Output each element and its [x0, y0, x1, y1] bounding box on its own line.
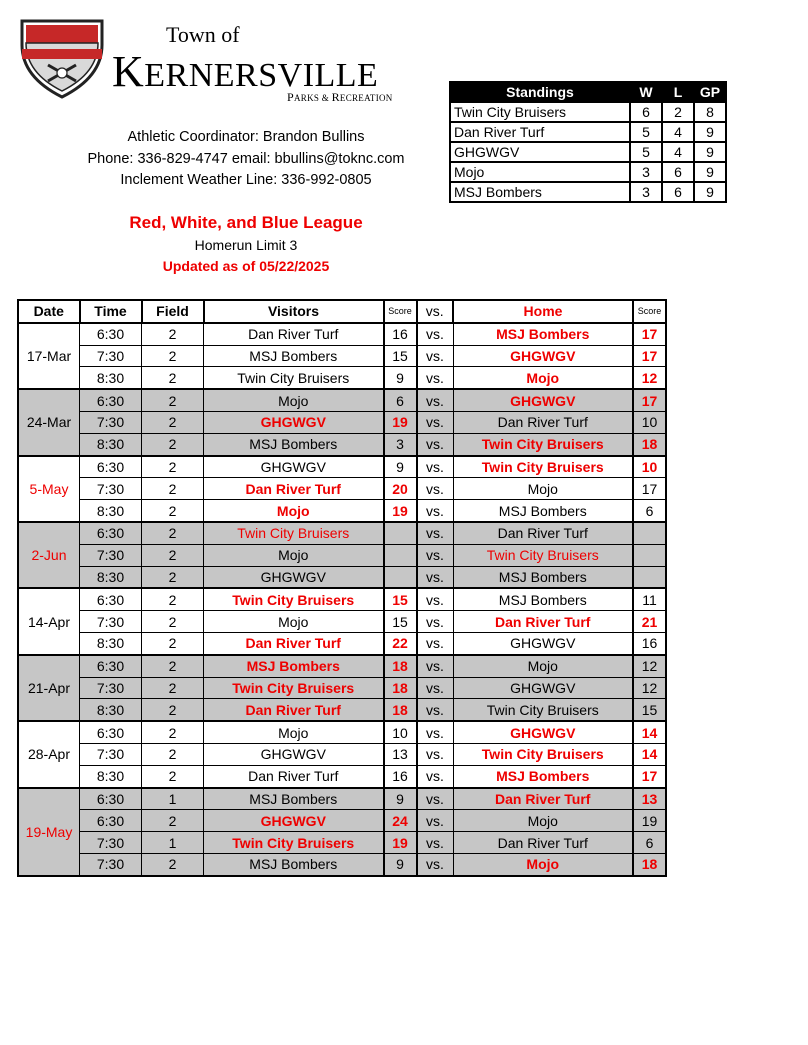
vs-label: vs. — [417, 743, 454, 765]
visiting-team: Mojo — [204, 500, 384, 522]
home-score: 18 — [633, 433, 666, 455]
game-time: 7:30 — [80, 478, 142, 500]
standings-wins: 3 — [630, 162, 662, 182]
home-team: Twin City Bruisers — [453, 699, 633, 721]
vs-label: vs. — [417, 522, 454, 544]
home-score: 19 — [633, 810, 666, 832]
game-date: 19-May — [18, 788, 80, 876]
game-field: 2 — [142, 433, 204, 455]
visitor-score: 16 — [384, 323, 417, 345]
visiting-team: MSJ Bombers — [204, 433, 384, 455]
home-score — [633, 544, 666, 566]
standings-row — [450, 162, 726, 182]
game-row — [18, 765, 666, 787]
vs-label: vs. — [417, 478, 454, 500]
visitor-score — [384, 522, 417, 544]
visiting-team: MSJ Bombers — [204, 345, 384, 367]
standings-losses: 6 — [662, 182, 694, 202]
league-title: Red, White, and Blue League — [129, 213, 363, 232]
visitor-score: 18 — [384, 699, 417, 721]
standings-header: Standings — [450, 82, 630, 102]
home-team: Mojo — [453, 853, 633, 875]
visiting-team: Mojo — [204, 611, 384, 633]
game-field: 1 — [142, 832, 204, 854]
standings-team: GHGWGV — [450, 142, 630, 162]
game-date: 21-Apr — [18, 655, 80, 721]
vs-label: vs. — [417, 677, 454, 699]
game-date: 17-Mar — [18, 323, 80, 389]
game-date: 5-May — [18, 456, 80, 522]
home-team: MSJ Bombers — [453, 765, 633, 787]
game-field: 2 — [142, 389, 204, 411]
coordinator-line: Athletic Coordinator: Brandon Bullins — [127, 129, 365, 145]
standings-wins: 6 — [630, 102, 662, 122]
dept-arks: ARKS & — [293, 93, 332, 103]
game-time: 6:30 — [80, 389, 142, 411]
game-field: 2 — [142, 478, 204, 500]
homerun-limit: Homerun Limit 3 — [194, 237, 298, 253]
game-time: 8:30 — [80, 433, 142, 455]
game-field: 2 — [142, 588, 204, 610]
visiting-team: GHGWGV — [204, 566, 384, 588]
department-name — [287, 90, 393, 105]
vs-label: vs. — [417, 323, 454, 345]
schedule-header-row — [18, 300, 666, 323]
game-row — [18, 788, 666, 810]
game-date: 2-Jun — [18, 522, 80, 588]
home-team: MSJ Bombers — [453, 323, 633, 345]
game-field: 2 — [142, 566, 204, 588]
standings-losses: 4 — [662, 142, 694, 162]
game-time: 8:30 — [80, 699, 142, 721]
game-row — [18, 478, 666, 500]
game-field: 2 — [142, 367, 204, 389]
home-score: 14 — [633, 721, 666, 743]
home-team: Mojo — [453, 367, 633, 389]
schedule-table — [17, 299, 667, 877]
standings-gp: 9 — [694, 142, 726, 162]
visitor-score: 19 — [384, 500, 417, 522]
game-row — [18, 566, 666, 588]
home-team: Mojo — [453, 655, 633, 677]
standings-losses: 6 — [662, 162, 694, 182]
game-field: 2 — [142, 522, 204, 544]
vs-label: vs. — [417, 433, 454, 455]
game-field: 2 — [142, 411, 204, 433]
home-score: 14 — [633, 743, 666, 765]
standings-gp: 8 — [694, 102, 726, 122]
home-score: 12 — [633, 367, 666, 389]
standings-row — [450, 142, 726, 162]
vs-label: vs. — [417, 810, 454, 832]
game-row — [18, 323, 666, 345]
visiting-team: MSJ Bombers — [204, 853, 384, 875]
game-field: 2 — [142, 743, 204, 765]
home-team: MSJ Bombers — [453, 588, 633, 610]
game-field: 2 — [142, 345, 204, 367]
home-header: Home — [453, 300, 633, 323]
visiting-team: Mojo — [204, 721, 384, 743]
visitor-score — [384, 566, 417, 588]
game-time: 6:30 — [80, 810, 142, 832]
vs-label: vs. — [417, 765, 454, 787]
home-team: Twin City Bruisers — [453, 433, 633, 455]
visitor-score: 16 — [384, 765, 417, 787]
home-team: GHGWGV — [453, 632, 633, 654]
dept-ecreation: ECREATION — [339, 93, 393, 103]
game-time: 7:30 — [80, 743, 142, 765]
game-field: 2 — [142, 721, 204, 743]
game-time: 6:30 — [80, 788, 142, 810]
home-score: 17 — [633, 765, 666, 787]
home-team: Mojo — [453, 810, 633, 832]
home-team: MSJ Bombers — [453, 566, 633, 588]
dept-p: P — [287, 90, 294, 104]
visiting-team: Dan River Turf — [204, 478, 384, 500]
standings-losses: 2 — [662, 102, 694, 122]
visiting-team: Twin City Bruisers — [204, 522, 384, 544]
vs-label: vs. — [417, 456, 454, 478]
game-row — [18, 743, 666, 765]
time-header: Time — [80, 300, 142, 323]
game-field: 2 — [142, 677, 204, 699]
vs-label: vs. — [417, 588, 454, 610]
game-field: 2 — [142, 699, 204, 721]
vs-label: vs. — [417, 611, 454, 633]
game-time: 6:30 — [80, 721, 142, 743]
visiting-team: Twin City Bruisers — [204, 677, 384, 699]
visiting-team: GHGWGV — [204, 810, 384, 832]
standings-gp: 9 — [694, 162, 726, 182]
dept-r: R — [331, 90, 340, 104]
town-of-label: Town of — [166, 22, 240, 47]
home-team: Dan River Turf — [453, 611, 633, 633]
visiting-team: Twin City Bruisers — [204, 832, 384, 854]
standings-header-row — [450, 82, 726, 102]
game-row — [18, 677, 666, 699]
kernersville-logo — [18, 15, 106, 101]
game-row — [18, 500, 666, 522]
standings-wins: 5 — [630, 142, 662, 162]
home-score: 12 — [633, 677, 666, 699]
vs-header: vs. — [417, 300, 454, 323]
game-time: 8:30 — [80, 367, 142, 389]
game-row — [18, 810, 666, 832]
standings-row — [450, 182, 726, 202]
visitor-score: 19 — [384, 411, 417, 433]
game-field: 2 — [142, 632, 204, 654]
game-time: 6:30 — [80, 323, 142, 345]
standings-team: Dan River Turf — [450, 122, 630, 142]
home-score: 17 — [633, 323, 666, 345]
home-score: 10 — [633, 411, 666, 433]
standings-wins: 5 — [630, 122, 662, 142]
visitor-score: 13 — [384, 743, 417, 765]
visiting-team: Dan River Turf — [204, 765, 384, 787]
game-time: 6:30 — [80, 655, 142, 677]
home-score: 12 — [633, 655, 666, 677]
field-header: Field — [142, 300, 204, 323]
vs-label: vs. — [417, 367, 454, 389]
visitor-score: 24 — [384, 810, 417, 832]
visitor-score: 3 — [384, 433, 417, 455]
updated-date: Updated as of 05/22/2025 — [162, 258, 330, 274]
game-field: 2 — [142, 765, 204, 787]
standings-gp: 9 — [694, 122, 726, 142]
standings-gp: 9 — [694, 182, 726, 202]
home-score: 16 — [633, 632, 666, 654]
game-field: 2 — [142, 500, 204, 522]
game-field: 2 — [142, 544, 204, 566]
vs-label: vs. — [417, 389, 454, 411]
date-header: Date — [18, 300, 80, 323]
weather-line: Inclement Weather Line: 336-992-0805 — [120, 172, 372, 188]
game-row — [18, 367, 666, 389]
standings-row — [450, 122, 726, 142]
game-time: 8:30 — [80, 500, 142, 522]
game-time: 7:30 — [80, 611, 142, 633]
game-time: 7:30 — [80, 345, 142, 367]
vs-label: vs. — [417, 853, 454, 875]
game-time: 7:30 — [80, 411, 142, 433]
visitor-score-header: Score — [384, 300, 417, 323]
vs-label: vs. — [417, 655, 454, 677]
game-row — [18, 588, 666, 610]
standings-losses: 4 — [662, 122, 694, 142]
visiting-team: Mojo — [204, 389, 384, 411]
game-row — [18, 544, 666, 566]
game-field: 2 — [142, 323, 204, 345]
game-time: 6:30 — [80, 522, 142, 544]
visitor-score: 22 — [384, 632, 417, 654]
visitor-score: 20 — [384, 478, 417, 500]
visiting-team: GHGWGV — [204, 456, 384, 478]
visiting-team: Twin City Bruisers — [204, 588, 384, 610]
home-score: 11 — [633, 588, 666, 610]
visiting-team: Twin City Bruisers — [204, 367, 384, 389]
standings-table — [449, 81, 727, 203]
visiting-team: MSJ Bombers — [204, 655, 384, 677]
town-name-initial: K — [112, 47, 145, 96]
game-row — [18, 611, 666, 633]
visitor-score: 18 — [384, 677, 417, 699]
home-team: Dan River Turf — [453, 788, 633, 810]
game-field: 1 — [142, 788, 204, 810]
game-time: 7:30 — [80, 853, 142, 875]
game-time: 7:30 — [80, 677, 142, 699]
home-score: 21 — [633, 611, 666, 633]
home-score-header: Score — [633, 300, 666, 323]
game-row — [18, 433, 666, 455]
game-row — [18, 832, 666, 854]
visiting-team: Dan River Turf — [204, 632, 384, 654]
game-field: 2 — [142, 456, 204, 478]
visitor-score: 10 — [384, 721, 417, 743]
visiting-team: GHGWGV — [204, 411, 384, 433]
game-field: 2 — [142, 810, 204, 832]
home-team: Twin City Bruisers — [453, 456, 633, 478]
visitor-score: 9 — [384, 367, 417, 389]
visitor-score: 9 — [384, 456, 417, 478]
vs-label: vs. — [417, 721, 454, 743]
home-score: 10 — [633, 456, 666, 478]
game-date: 14-Apr — [18, 588, 80, 654]
home-score: 17 — [633, 389, 666, 411]
home-score: 18 — [633, 853, 666, 875]
home-team: Dan River Turf — [453, 832, 633, 854]
home-score: 6 — [633, 832, 666, 854]
visiting-team: MSJ Bombers — [204, 788, 384, 810]
game-row — [18, 389, 666, 411]
game-time: 6:30 — [80, 456, 142, 478]
visitor-score: 15 — [384, 345, 417, 367]
standings-row — [450, 102, 726, 122]
game-time: 6:30 — [80, 588, 142, 610]
home-team: Twin City Bruisers — [453, 544, 633, 566]
game-time: 8:30 — [80, 566, 142, 588]
standings-team: Mojo — [450, 162, 630, 182]
game-row — [18, 522, 666, 544]
game-field: 2 — [142, 853, 204, 875]
home-score: 13 — [633, 788, 666, 810]
games-played-header: GP — [694, 82, 726, 102]
visiting-team: Dan River Turf — [204, 323, 384, 345]
game-time: 8:30 — [80, 765, 142, 787]
visitor-score: 19 — [384, 832, 417, 854]
home-team: Mojo — [453, 478, 633, 500]
visitor-score: 6 — [384, 389, 417, 411]
visitor-score: 18 — [384, 655, 417, 677]
vs-label: vs. — [417, 500, 454, 522]
home-team: GHGWGV — [453, 389, 633, 411]
game-time: 8:30 — [80, 632, 142, 654]
game-row — [18, 699, 666, 721]
home-score — [633, 522, 666, 544]
home-team: MSJ Bombers — [453, 500, 633, 522]
home-team: Dan River Turf — [453, 411, 633, 433]
game-row — [18, 853, 666, 875]
vs-label: vs. — [417, 788, 454, 810]
game-row — [18, 456, 666, 478]
visiting-team: Dan River Turf — [204, 699, 384, 721]
visiting-team: GHGWGV — [204, 743, 384, 765]
home-score: 6 — [633, 500, 666, 522]
losses-header: L — [662, 82, 694, 102]
game-date: 24-Mar — [18, 389, 80, 455]
game-row — [18, 721, 666, 743]
vs-label: vs. — [417, 544, 454, 566]
home-score: 17 — [633, 478, 666, 500]
game-row — [18, 411, 666, 433]
visitor-score: 9 — [384, 788, 417, 810]
game-row — [18, 655, 666, 677]
standings-wins: 3 — [630, 182, 662, 202]
home-team: Dan River Turf — [453, 522, 633, 544]
vs-label: vs. — [417, 699, 454, 721]
home-score: 15 — [633, 699, 666, 721]
standings-team: MSJ Bombers — [450, 182, 630, 202]
visitor-score — [384, 544, 417, 566]
home-score — [633, 566, 666, 588]
vs-label: vs. — [417, 345, 454, 367]
phone-email-line: Phone: 336-829-4747 email: bbullins@toknc.com — [87, 151, 405, 167]
game-row — [18, 345, 666, 367]
vs-label: vs. — [417, 632, 454, 654]
vs-label: vs. — [417, 832, 454, 854]
visitor-score: 15 — [384, 588, 417, 610]
game-field: 2 — [142, 611, 204, 633]
town-name-rest: ERNERSVILLE — [144, 57, 379, 94]
game-time: 7:30 — [80, 544, 142, 566]
visiting-team: Mojo — [204, 544, 384, 566]
visitor-score: 9 — [384, 853, 417, 875]
visitor-score: 15 — [384, 611, 417, 633]
game-time: 7:30 — [80, 832, 142, 854]
vs-label: vs. — [417, 566, 454, 588]
home-team: GHGWGV — [453, 677, 633, 699]
visitors-header: Visitors — [204, 300, 384, 323]
game-field: 2 — [142, 655, 204, 677]
home-team: GHGWGV — [453, 721, 633, 743]
vs-label: vs. — [417, 411, 454, 433]
home-team: Twin City Bruisers — [453, 743, 633, 765]
standings-team: Twin City Bruisers — [450, 102, 630, 122]
game-date: 28-Apr — [18, 721, 80, 787]
game-row — [18, 632, 666, 654]
home-team: GHGWGV — [453, 345, 633, 367]
wins-header: W — [630, 82, 662, 102]
home-score: 17 — [633, 345, 666, 367]
